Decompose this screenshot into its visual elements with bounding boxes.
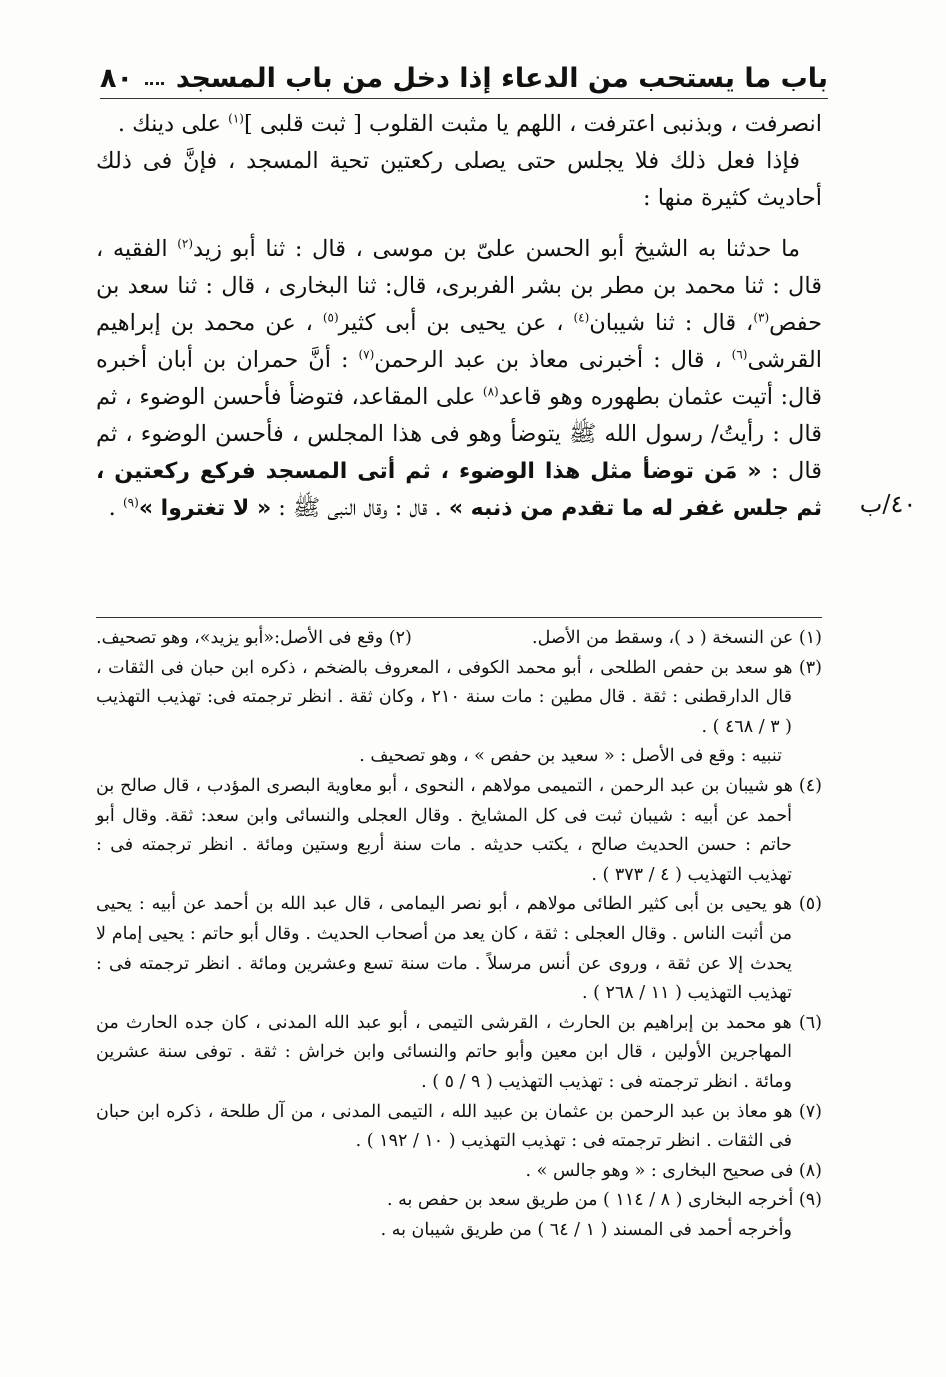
footnote-ref-3: (٣): [753, 310, 770, 325]
page-number: ٨٠: [100, 63, 133, 94]
footnote-7: (٧) هو معاذ بن عبد الرحمن بن عثمان بن عبيد الله ، التيمى المدنى ، من آل طلحة ، ذكره ابن حبان فى الثقات . انظر ترجمته فى : تهذيب التهذيب ( ١٠ / ١٩٢ ) .: [96, 1101, 822, 1152]
text-run: ، قال : ثنا شيبان: [589, 310, 754, 336]
footnote-6: (٦) هو محمد بن إبراهيم بن الحارث ، القرشى التيمى ، أبو عبد الله المدنى ، كان جده الحارث من المهاجرين الأولين ، قال ابن معين وأبو حاتم والنسائى وابن خراش : ثقة . توفى سنة عشرين ومائة . انظر ترجمته فى : تهذيب التهذيب ( ٩ / ٥ ) .: [96, 1012, 822, 1092]
text-run: على دينك .: [117, 111, 229, 137]
footnote-ref-5: (٥): [322, 310, 339, 325]
footnote-ref-4: (٤): [573, 310, 590, 325]
text-run: على المقاعد، فتوضأ فأحسن الوضوء ، ثم قال : رأيتُ/ رسول الله ﷺ يتوضأ وهو فى هذا المجلس ، فأحسن الوضوء ، ثم قال :: [96, 384, 823, 484]
footnote-9: (٩) أخرجه البخارى ( ٨ / ١١٤ ) من طريق سعد بن حفص به .: [386, 1190, 822, 1211]
footnotes: [96, 624, 822, 1245]
footnote-ref-9: (٩): [122, 495, 139, 510]
footnote-ref-2: (٢): [177, 236, 194, 251]
footnote-4: (٤) هو شيبان بن عبد الرحمن ، التميمى مولاهم ، النحوى ، أبو معاوية البصرى المؤدب ، قال صالح بن أحمد عن أبيه : شيبان ثبت فى كل المشايخ . وقال العجلى والنسائى وابن سعد: ثقة. وقال أبو حاتم : حسن الحديث صالح ، يكتب حديثه . مات سنة أربع وستين ومائة . انظر ترجمته فى : تهذيب التهذيب ( ٤ / ٣٧٣ ) .: [96, 775, 822, 885]
footnote-8: (٨) فى صحيح البخارى : « وهو جالس » .: [525, 1160, 822, 1181]
footnote-1: (١) عن النسخة ( د )، وسقط من الأصل.: [532, 628, 822, 648]
dotted-leader: [145, 82, 164, 85]
footnote-9-continued: وأخرجه أحمد فى المسند ( ١ / ٦٤ ) من طريق شيبان به .: [380, 1219, 792, 1240]
paragraph-1: [96, 106, 822, 143]
paragraph-2: فإذا فعل ذلك فلا يجلس حتى يصلى ركعتين تحية المسجد ، فإنَّ فى ذلك أحاديث كثيرة منها :: [96, 148, 822, 211]
text-run: ما حدثنا به الشيخ أبو الحسن علىّ بن موسى ، قال : ثنا أبو زيد: [193, 236, 801, 262]
paragraph-3: [96, 231, 822, 527]
footnote-rule: [96, 617, 822, 618]
text-run: : أنَّ حمران بن أبان أخبره قال: أتيت عثمان بطهوره وهو قاعد: [96, 347, 822, 410]
footnote-ref-6: (٦): [731, 347, 748, 362]
running-header: [100, 52, 828, 94]
manuscript-folio-marker: ٤٠/ب: [859, 490, 917, 518]
text-run: ، عن يحيى بن أبى كثير: [338, 310, 574, 336]
hadith-quote-2: « لا تغتروا »: [138, 496, 272, 521]
header-rule: [100, 98, 828, 99]
text-run: الفقيه ، قال : ثنا محمد بن مطر بن بشر الفربرى، قال: ثنا البخارى ، قال : ثنا سعد بن حفص: [96, 236, 822, 336]
footnote-row-1-2: [96, 624, 822, 654]
text-run: انصرفت ، وبذنبى اعترفت ، اللهم يا مثبت القلوب [ ثبت قلبى ]: [243, 111, 822, 137]
text-run: .: [108, 495, 123, 521]
footnote-ref-1: (١): [228, 111, 244, 126]
text-run: ، قال : أخبرنى معاذ بن عبد الرحمن: [374, 347, 732, 373]
text-run: . قال : وقال النبى ﷺ :: [271, 495, 449, 521]
footnote-5: (٥) هو يحيى بن أبى كثير الطائى مولاهم ، أبو نصر اليمامى ، قال عبد الله بن أحمد عن أبيه : يحيى من أثبت الناس . وقال العجلى : ثقة ، كان يعد من أصحاب الحديث . وقال أبو حاتم : يحيى إمام لا يحدث إلا عن ثقة ، وروى عن أنس مرسلاً . مات سنة تسع وعشرين ومائة . انظر ترجمته فى : تهذيب التهذيب ( ١١ / ٢٦٨ ) .: [96, 894, 822, 1004]
footnote-ref-8: (٨): [482, 384, 499, 399]
footnote-3-note: تنبيه : وقع فى الأصل : « سعيد بن حفص » ، وهو تصحيف .: [359, 746, 782, 767]
footnote-ref-7: (٧): [358, 347, 375, 362]
chapter-title: باب ما يستحب من الدعاء إذا دخل من باب المسجد: [175, 63, 828, 94]
footnote-2: (٢) وقع فى الأصل:«أبو يزيد»، وهو تصحيف.: [96, 628, 412, 648]
hadith-quote: « مَن توضأ مثل هذا الوضوء ، ثم أتى المسجد فركع ركعتين ، ثم جلس غفر له ما تقدم من ذنبه »: [96, 459, 822, 521]
text-run: ، عن محمد بن إبراهيم القرشى: [96, 310, 822, 373]
main-text: [96, 106, 822, 527]
footnote-3: (٣) هو سعد بن حفص الطلحى ، أبو محمد الكوفى ، المعروف بالضخم ، ذكره ابن حبان فى الثقات ، قال الدارقطنى : ثقة . قال مطين : مات سنة ٢١٠ ، وكان ثقة . انظر ترجمته فى: تهذيب التهذيب ( ٣ / ٤٦٨ ) .: [96, 657, 822, 737]
